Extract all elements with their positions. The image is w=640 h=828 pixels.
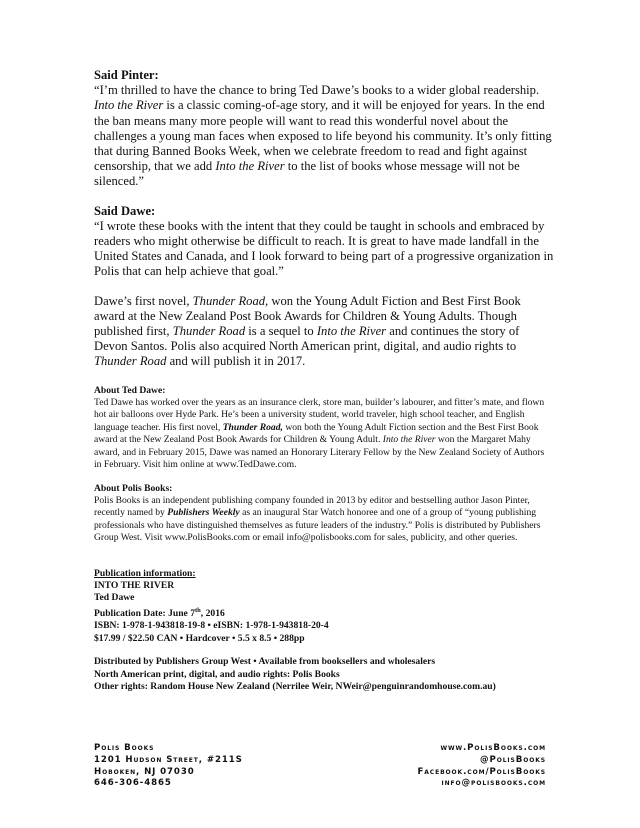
footer-twitter-link[interactable]: @PolisBooks — [480, 754, 546, 765]
pinter-quote-text: “I’m thrilled to have the chance to bring Ted Dawe’s books to a wider global readership. — [94, 83, 540, 98]
footer-phone: 646-306-4865 — [94, 778, 172, 789]
text-run: Ted Dawe has worked over the years as an insurance clerk, store man, builder’s labourer, and fitter’s mate, and flown hot air balloons over Hyde Park. He’s been a university student, world traveler, high school teacher, and English language teacher. His first novel, — [94, 397, 545, 433]
book-title-italic: Thunder Road — [94, 354, 167, 369]
distribution-section — [94, 656, 554, 694]
footer-city: Hoboken, NJ 07030 — [94, 766, 195, 777]
pubinfo-price: $17.99 / $22.50 CAN • Hardcover • 5.5 x 8.5 • 288pp — [94, 632, 305, 644]
text-run: Polis Books is an independent publishing company founded in 2013 by editor and bestselling author Jason Pinter, recently named by — [94, 494, 530, 519]
rights-line: North American print, digital, and audio rights: Polis Books — [94, 668, 340, 680]
text-run: won both the Young Adult Fiction section and the Best First Book award at the New Zealand Post Book Awards for Children & Young Adult. — [94, 421, 539, 446]
text-run: is a sequel to — [245, 324, 317, 339]
pinter-quote-section — [94, 68, 554, 190]
book-title-italic: Into the River — [316, 324, 387, 339]
dawe-quote-section — [94, 204, 554, 280]
book-title-italic: Thunder Road, — [192, 293, 269, 308]
text-run: Publication Date: June 7 — [94, 607, 196, 619]
text-run: and continues the story of Devon Santos. Polis also acquired North American print, digital, and audio rights to — [94, 324, 520, 354]
about-dawe-section — [94, 385, 554, 472]
footer-street: 1201 Hudson Street, #211S — [94, 754, 243, 765]
pubinfo-isbn: ISBN: 1-978-1-943818-19-8 • eISBN: 1-978-1-943818-20-4 — [94, 620, 329, 632]
publication-name-bold-italic: Publishers Weekly — [167, 507, 240, 519]
publication-info-section — [94, 568, 554, 646]
pubinfo-heading: Publication information: — [94, 567, 196, 579]
footer-facebook-link[interactable]: Facebook.com/PolisBooks — [417, 766, 546, 777]
about-polis-text — [94, 495, 554, 545]
footer-contacts — [417, 743, 546, 790]
pinter-quote-text: is a classic coming-of-age story, and it will be enjoyed for years. In the end the ban means many more people will want to read this wonderful novel about the challenges a young man faces when exposed to life beyond his community. It’s only fitting that during Banned Books Week, when we celebrate freedom to read and fight against censorship, that we add — [94, 98, 552, 174]
pinter-quote — [94, 83, 554, 189]
press-release-page — [94, 68, 554, 694]
distribution-line: Distributed by Publishers Group West • Available from booksellers and wholesalers — [94, 656, 436, 668]
text-run: , 2016 — [200, 607, 225, 619]
pubinfo-title: INTO THE RIVER — [94, 579, 175, 591]
first-novel-text — [94, 294, 554, 370]
text-run: won the Young Adult Fiction and Best First Book award at the New Zealand Post Book Awards for Children & Young Adults. Though published first, — [94, 293, 521, 339]
about-polis-section — [94, 483, 554, 545]
dawe-heading: Said Dawe: — [94, 203, 156, 218]
book-title-italic: Into the River — [94, 98, 164, 113]
book-title-italic: Into the River — [215, 159, 285, 174]
text-run: won the Margaret Mahy award, and in February 2015, Dawe was named an Honorary Literary Fellow by the New Zealand Society of Authors in February. Visit him online at www.TedDawe.com. — [94, 434, 545, 471]
footer-email-link[interactable]: info@polisbooks.com — [441, 778, 546, 789]
pubinfo-date — [94, 605, 554, 621]
about-dawe-text — [94, 397, 554, 471]
first-novel-paragraph — [94, 294, 554, 370]
dawe-quote: “I wrote these books with the intent that they could be taught in schools and embraced by readers who might otherwise be difficult to reach. It is great to have made landfall in the United States and Canada, and I look forward to being part of a progressive organization in Polis that can help achieve that goal.” — [94, 218, 554, 279]
text-run: as an inaugural Star Watch honoree and one of a group of “young publishing professionals who have distinguished themselves as future leaders of the industry.” Polis is distributed by Publishers Group West. Visit www.PolisBooks.com or email info@polisbooks.com for sales, publicity, and other queries. — [94, 507, 541, 544]
about-dawe-heading: About Ted Dawe: — [94, 384, 166, 396]
pubinfo-author: Ted Dawe — [94, 592, 135, 604]
book-title-bold-italic: Thunder Road, — [222, 421, 283, 433]
pinter-quote-text: to the list of books whose message will not be silenced.” — [94, 159, 520, 189]
pinter-heading: Said Pinter: — [94, 68, 159, 82]
text-run: th — [195, 606, 201, 614]
footer-website-link[interactable]: www.PolisBooks.com — [440, 743, 546, 753]
book-title-italic: Into the River — [382, 434, 436, 446]
text-run: and will publish it in 2017. — [166, 354, 306, 369]
footer-address — [94, 743, 243, 790]
text-run: Dawe’s first novel, — [94, 293, 193, 308]
book-title-italic: Thunder Road — [172, 324, 246, 339]
footer-company: Polis Books — [94, 743, 155, 753]
about-polis-heading: About Polis Books: — [94, 482, 173, 494]
other-rights-line: Other rights: Random House New Zealand (Nerrilee Weir, NWeir@penguinrandomhouse.com.au) — [94, 681, 496, 693]
